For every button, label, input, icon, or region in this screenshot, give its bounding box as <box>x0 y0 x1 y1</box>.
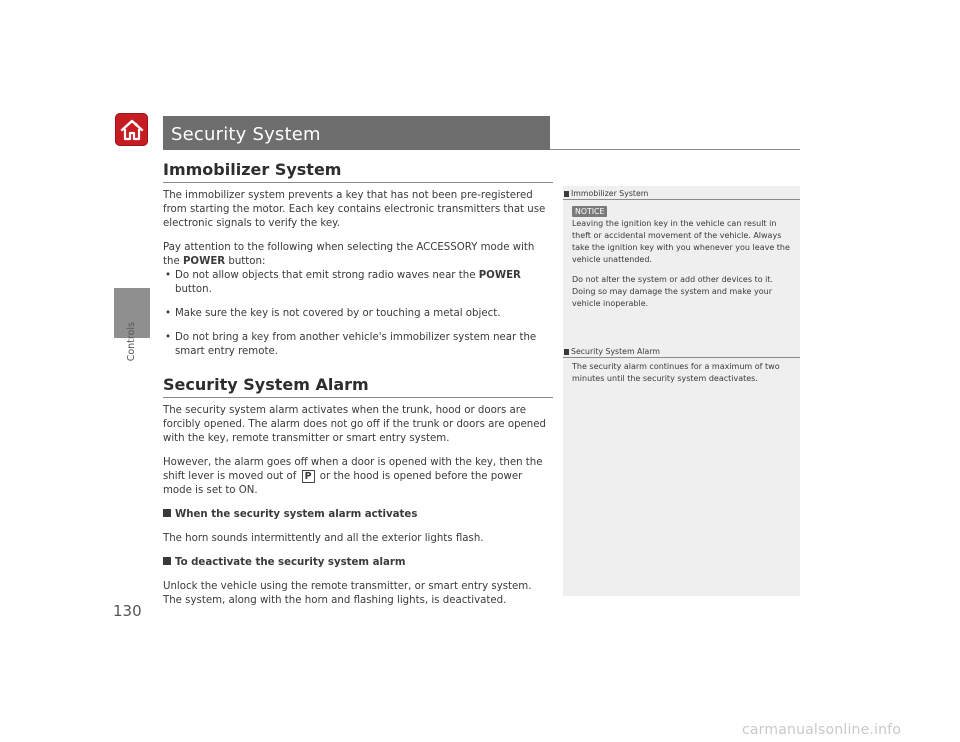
immobilizer-heading: Immobilizer System <box>163 160 553 183</box>
notice-badge: NOTICE <box>572 206 607 217</box>
alarm-sub2-text: Unlock the vehicle using the remote transmitter, or smart entry system. The system, along with the horn and flashing lights, is deactivated. <box>163 581 532 606</box>
reference-icon <box>564 191 569 197</box>
footer-watermark: carmanualsonline.info <box>742 722 902 738</box>
note-alarm-p1: The security alarm continues for a maximum of two minutes until the security system deactivates. <box>572 362 780 383</box>
immobilizer-para2 <box>163 241 553 269</box>
page-title-bar <box>163 116 550 150</box>
alarm-sub2-title-text: To deactivate the security system alarm <box>175 557 406 568</box>
note-immobilizer-p2: Do not alter the system or add other devices to it. Doing so may damage the system and make your vehicle inoperable. <box>572 275 774 308</box>
immobilizer-bullet-1 <box>163 269 553 297</box>
note-immobilizer-p1: Leaving the ignition key in the vehicle can result in theft or accidental movement of the vehicle. Always take the ignition key with you whenever you leave the vehicle unattended. <box>572 219 790 264</box>
note-immobilizer-title <box>563 188 800 200</box>
alarm-sub1-title-text: When the security system alarm activates <box>175 509 418 520</box>
main-content <box>163 160 553 618</box>
reference-icon <box>564 349 569 355</box>
alarm-para2 <box>163 456 553 498</box>
alarm-sub1-text: The horn sounds intermittently and all the exterior lights flash. <box>163 533 484 544</box>
immobilizer-para2-text: Pay attention to the following when selecting the ACCESSORY mode with the <box>163 242 535 267</box>
note-immobilizer-title-text: Immobilizer System <box>571 189 649 198</box>
alarm-para2-text: However, the alarm goes off when a door is opened with the key, then the shift lever is moved out of <box>163 457 543 482</box>
home-icon <box>120 119 144 141</box>
bullet1-end: button. <box>175 284 212 295</box>
title-rule <box>550 149 800 150</box>
immobilizer-para2-end: button: <box>225 256 266 267</box>
immobilizer-bullet-2: • Make sure the key is not covered by or touching a metal object. <box>163 307 553 321</box>
square-bullet-icon <box>163 509 171 517</box>
page-number: 130 <box>113 602 142 620</box>
home-button[interactable] <box>115 113 148 146</box>
alarm-sub2-title <box>163 556 553 570</box>
bullet1-text: Do not allow objects that emit strong radio waves near the <box>175 270 479 281</box>
immobilizer-bullet-3: • Do not bring a key from another vehicle's immobilizer system near the smart entry remote. <box>163 331 553 359</box>
alarm-para2-end: or the hood is opened before the power mode is set to ON. <box>163 471 523 496</box>
immobilizer-para1: The immobilizer system prevents a key that has not been pre-registered from starting the motor. Each key contains electronic transmitters that use electronic signals to verify the key. <box>163 190 546 229</box>
note-alarm-title-text: Security System Alarm <box>571 347 660 356</box>
alarm-sub1-title <box>163 508 553 522</box>
bullet1-power-label: POWER <box>478 270 521 281</box>
section-tab-label: Controls <box>126 322 137 362</box>
alarm-para1: The security system alarm activates when the trunk, hood or doors are forcibly opened. The alarm does not go off if the trunk or doors are opened with the key, remote transmitter or smart entry system. <box>163 405 546 444</box>
note-alarm-title <box>563 346 800 358</box>
square-bullet-icon <box>163 557 171 565</box>
note-alarm-body <box>572 361 794 393</box>
power-button-label: POWER <box>182 256 226 267</box>
alarm-heading: Security System Alarm <box>163 375 553 398</box>
page-title: Security System <box>171 124 321 145</box>
park-gear-symbol: P <box>302 470 315 483</box>
note-immobilizer-body <box>572 206 794 318</box>
